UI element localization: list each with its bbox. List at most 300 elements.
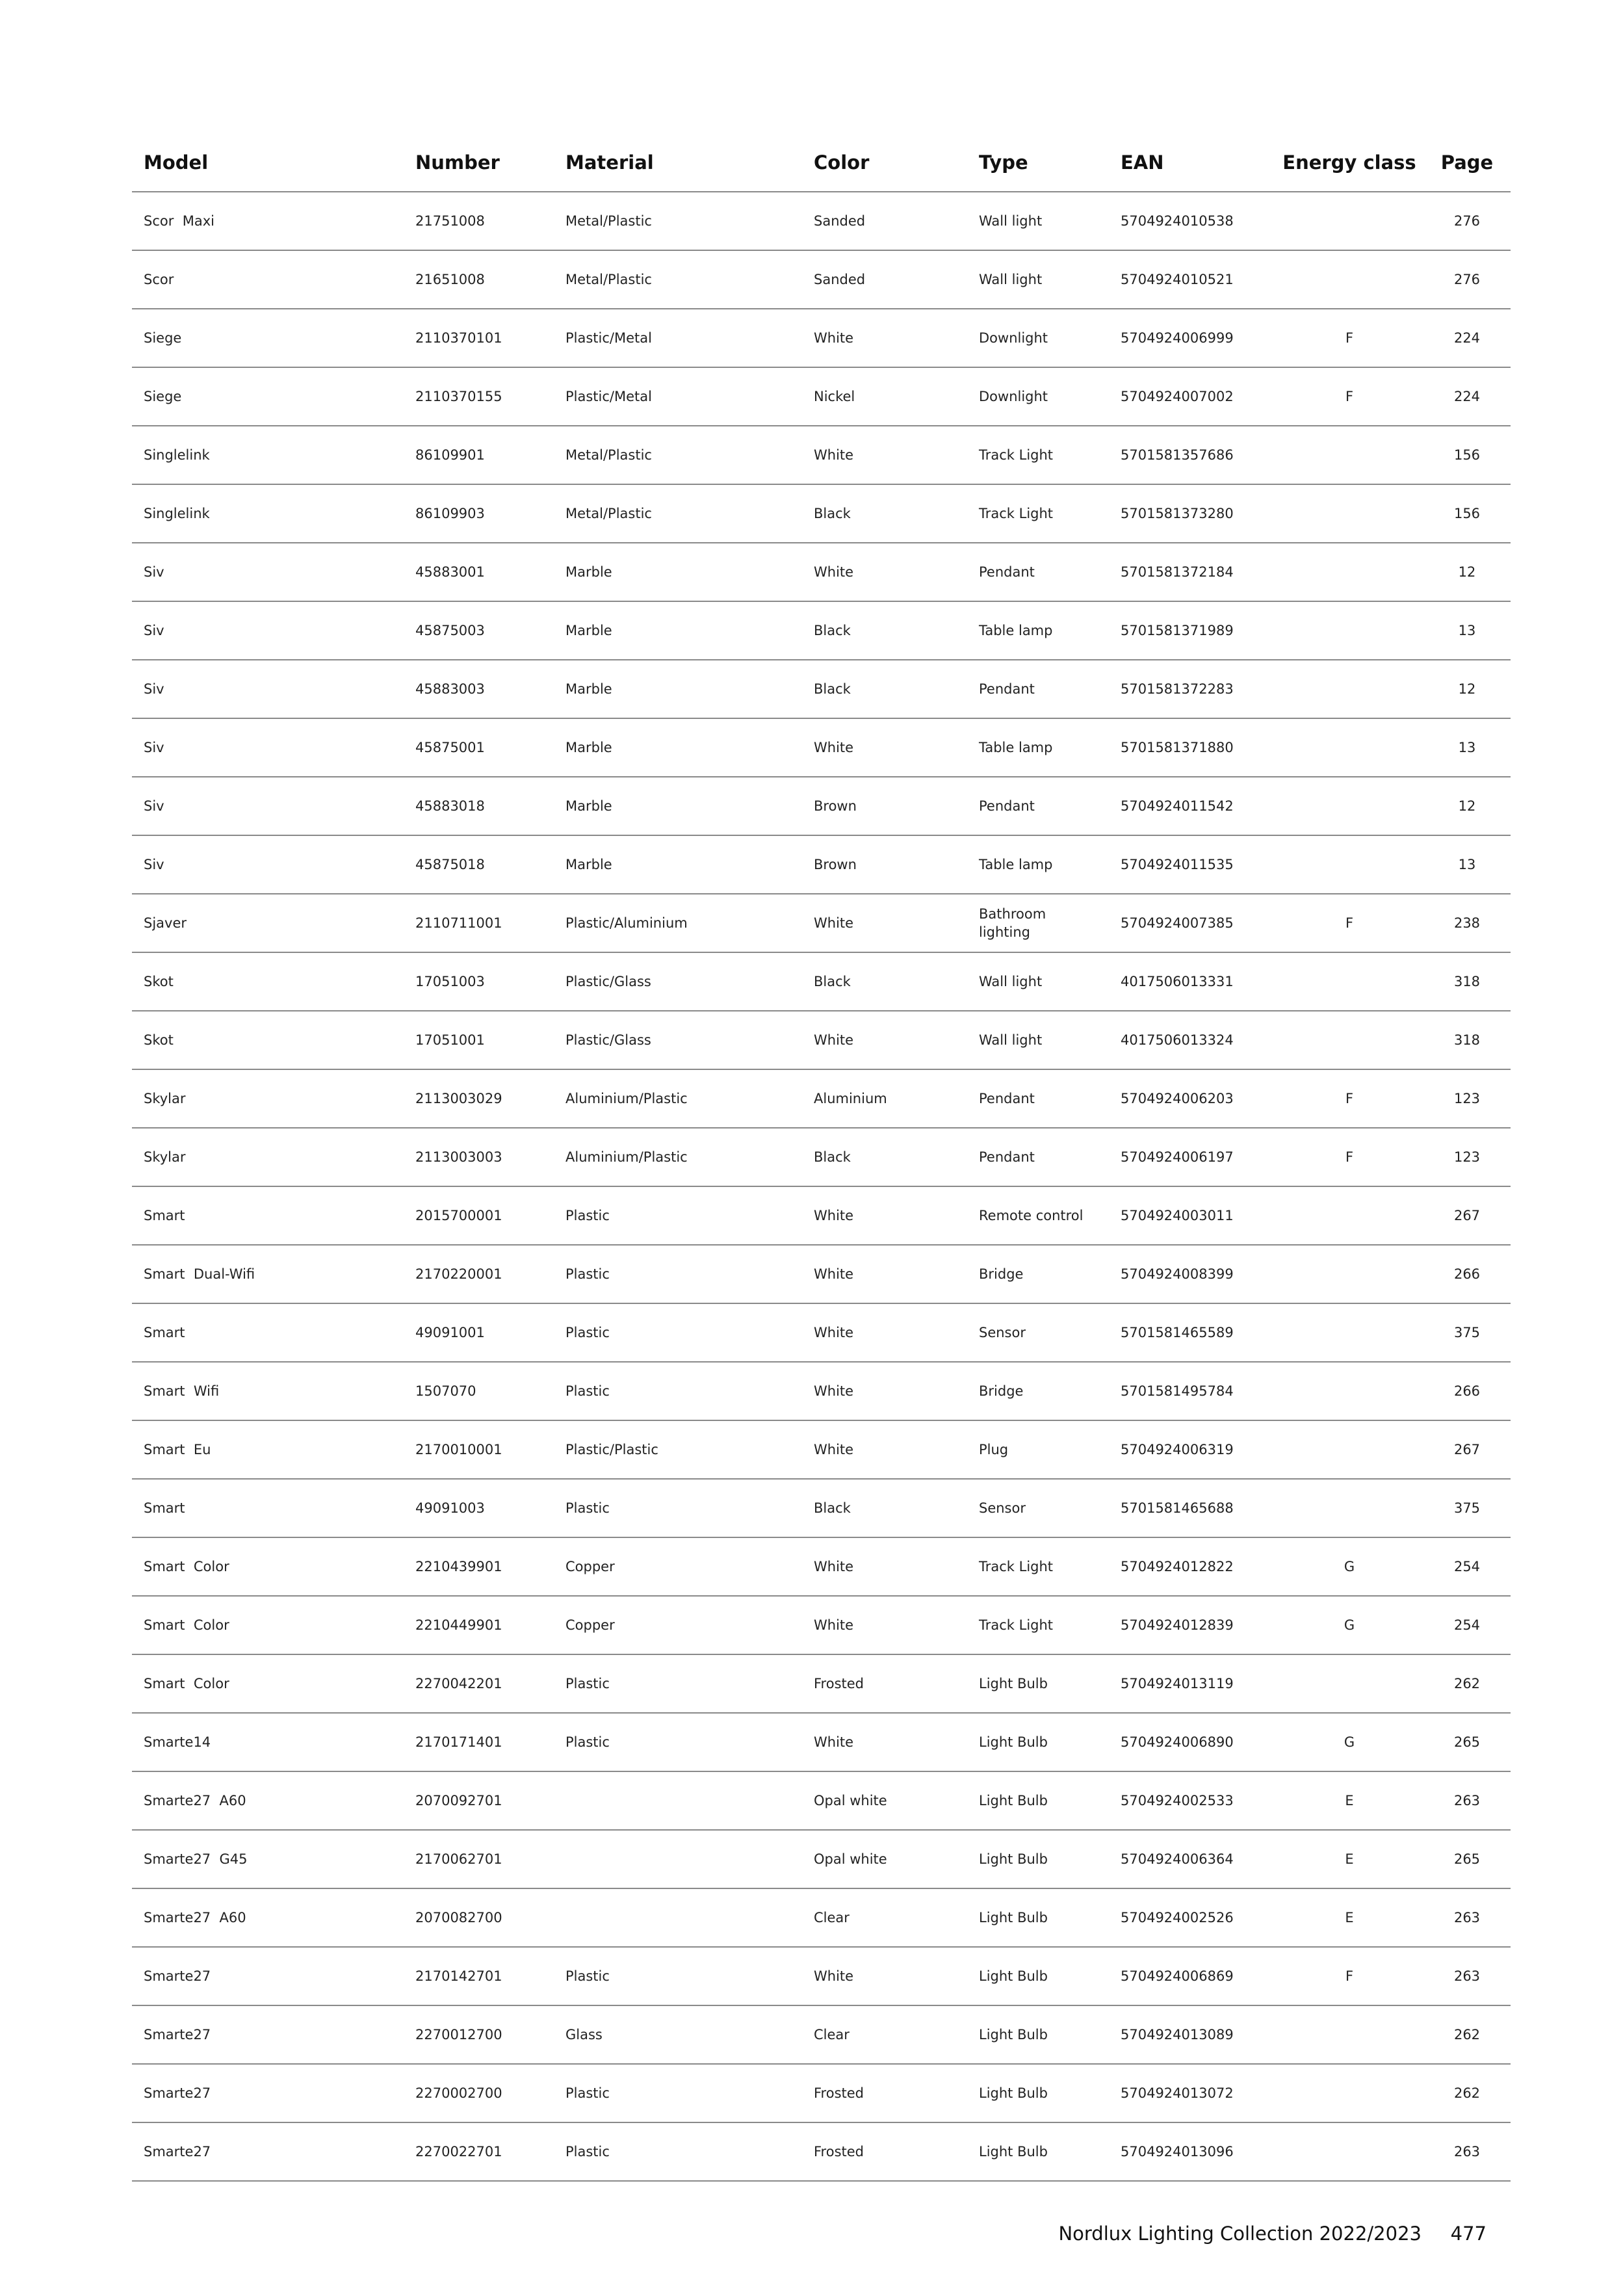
cell-material: Plastic	[554, 1186, 802, 1245]
cell-type: Track Light	[967, 1596, 1109, 1654]
cell-energy-class: F	[1275, 1947, 1423, 2005]
cell-model: Smart Wifi	[132, 1362, 404, 1420]
cell-page: 224	[1423, 309, 1511, 367]
cell-color: White	[802, 1186, 967, 1245]
cell-energy-class: G	[1275, 1537, 1423, 1596]
cell-number: 2270012700	[404, 2005, 554, 2064]
cell-type: Pendant	[967, 1069, 1109, 1128]
table-row	[132, 1947, 1511, 2005]
cell-page: 262	[1423, 1654, 1511, 1713]
table-row	[132, 1713, 1511, 1771]
cell-model: Smart Eu	[132, 1420, 404, 1479]
cell-page: 12	[1423, 543, 1511, 601]
cell-energy-class	[1275, 426, 1423, 484]
cell-color: White	[802, 1713, 967, 1771]
cell-color: White	[802, 1947, 967, 2005]
table-row	[132, 1537, 1511, 1596]
cell-energy-class	[1275, 835, 1423, 894]
cell-number: 2170062701	[404, 1830, 554, 1888]
cell-energy-class	[1275, 718, 1423, 777]
cell-color: Black	[802, 952, 967, 1011]
cell-ean: 5704924012822	[1109, 1537, 1275, 1596]
cell-page: 123	[1423, 1069, 1511, 1128]
table-row	[132, 1479, 1511, 1537]
table-row	[132, 1186, 1511, 1245]
cell-ean: 5704924011535	[1109, 835, 1275, 894]
cell-energy-class	[1275, 2005, 1423, 2064]
cell-ean: 5704924007385	[1109, 894, 1275, 952]
cell-number: 2210449901	[404, 1596, 554, 1654]
cell-type: Pendant	[967, 1128, 1109, 1186]
table-row	[132, 1303, 1511, 1362]
header-number: Number	[404, 133, 554, 192]
cell-energy-class: F	[1275, 309, 1423, 367]
cell-ean: 5701581495784	[1109, 1362, 1275, 1420]
cell-model: Smarte27	[132, 1947, 404, 2005]
cell-material: Plastic/Metal	[554, 309, 802, 367]
cell-material: Plastic/Metal	[554, 367, 802, 426]
table-row	[132, 367, 1511, 426]
cell-model: Skylar	[132, 1128, 404, 1186]
table-row	[132, 835, 1511, 894]
cell-material: Marble	[554, 777, 802, 835]
cell-number: 49091003	[404, 1479, 554, 1537]
table-body	[132, 192, 1511, 2181]
table-row	[132, 777, 1511, 835]
product-table	[132, 133, 1511, 2182]
cell-type: Bridge	[967, 1245, 1109, 1303]
cell-type: Pendant	[967, 777, 1109, 835]
cell-model: Skot	[132, 1011, 404, 1069]
cell-type: Table lamp	[967, 835, 1109, 894]
cell-material: Plastic/Glass	[554, 952, 802, 1011]
cell-material: Marble	[554, 601, 802, 660]
cell-number: 1507070	[404, 1362, 554, 1420]
cell-ean: 5704924008399	[1109, 1245, 1275, 1303]
cell-color: White	[802, 426, 967, 484]
header-model: Model	[132, 133, 404, 192]
cell-type: Light Bulb	[967, 1947, 1109, 2005]
cell-page: 265	[1423, 1830, 1511, 1888]
table-row	[132, 2005, 1511, 2064]
cell-material: Marble	[554, 543, 802, 601]
cell-material: Aluminium/Plastic	[554, 1069, 802, 1128]
cell-number: 17051001	[404, 1011, 554, 1069]
cell-ean: 5704924011542	[1109, 777, 1275, 835]
cell-energy-class	[1275, 1479, 1423, 1537]
cell-energy-class: F	[1275, 1069, 1423, 1128]
header-ean: EAN	[1109, 133, 1275, 192]
cell-number: 2070092701	[404, 1771, 554, 1830]
cell-ean: 5704924013119	[1109, 1654, 1275, 1713]
cell-ean: 5701581372184	[1109, 543, 1275, 601]
cell-type: Table lamp	[967, 718, 1109, 777]
cell-page: 266	[1423, 1245, 1511, 1303]
cell-material: Plastic	[554, 1947, 802, 2005]
cell-model: Smart	[132, 1186, 404, 1245]
cell-page: 276	[1423, 192, 1511, 250]
cell-model: Smart	[132, 1479, 404, 1537]
cell-type: Light Bulb	[967, 2005, 1109, 2064]
cell-color: White	[802, 1011, 967, 1069]
cell-ean: 5701581465589	[1109, 1303, 1275, 1362]
cell-material: Metal/Plastic	[554, 192, 802, 250]
cell-energy-class	[1275, 192, 1423, 250]
cell-type: Wall light	[967, 952, 1109, 1011]
cell-energy-class	[1275, 952, 1423, 1011]
cell-type: Wall light	[967, 192, 1109, 250]
cell-model: Smart Color	[132, 1654, 404, 1713]
cell-number: 86109901	[404, 426, 554, 484]
cell-ean: 5701581372283	[1109, 660, 1275, 718]
cell-model: Smarte27	[132, 2064, 404, 2122]
cell-model: Singlelink	[132, 484, 404, 543]
cell-model: Scor	[132, 250, 404, 309]
table-row	[132, 1069, 1511, 1128]
cell-number: 2113003029	[404, 1069, 554, 1128]
cell-page: 13	[1423, 601, 1511, 660]
cell-number: 2110370101	[404, 309, 554, 367]
cell-ean: 4017506013324	[1109, 1011, 1275, 1069]
cell-type: Sensor	[967, 1303, 1109, 1362]
cell-page: 265	[1423, 1713, 1511, 1771]
cell-model: Smarte27 A60	[132, 1771, 404, 1830]
cell-model: Siv	[132, 835, 404, 894]
cell-type: Remote control	[967, 1186, 1109, 1245]
cell-type: Bridge	[967, 1362, 1109, 1420]
cell-type: Track Light	[967, 1537, 1109, 1596]
table-row	[132, 601, 1511, 660]
table-row	[132, 2122, 1511, 2181]
cell-model: Skylar	[132, 1069, 404, 1128]
cell-material: Plastic	[554, 1245, 802, 1303]
header-energy-class: Energy class	[1275, 133, 1423, 192]
cell-color: Black	[802, 601, 967, 660]
cell-number: 2170010001	[404, 1420, 554, 1479]
footer-title: Nordlux Lighting Collection 2022/2023	[1058, 2223, 1422, 2245]
cell-color: White	[802, 309, 967, 367]
cell-type: Plug	[967, 1420, 1109, 1479]
cell-ean: 5704924013089	[1109, 2005, 1275, 2064]
cell-page: 267	[1423, 1420, 1511, 1479]
cell-color: Opal white	[802, 1771, 967, 1830]
cell-model: Smart Color	[132, 1537, 404, 1596]
cell-energy-class	[1275, 1186, 1423, 1245]
cell-page: 318	[1423, 1011, 1511, 1069]
table-header-row	[132, 133, 1511, 192]
table-row	[132, 1245, 1511, 1303]
cell-color: Brown	[802, 835, 967, 894]
cell-number: 2170142701	[404, 1947, 554, 2005]
cell-number: 86109903	[404, 484, 554, 543]
footer-page-number: 477	[1450, 2223, 1487, 2245]
cell-energy-class: F	[1275, 1128, 1423, 1186]
cell-color: Sanded	[802, 250, 967, 309]
cell-color: Black	[802, 1479, 967, 1537]
cell-type: Light Bulb	[967, 1888, 1109, 1947]
cell-material: Aluminium/Plastic	[554, 1128, 802, 1186]
cell-model: Singlelink	[132, 426, 404, 484]
cell-type: Light Bulb	[967, 1654, 1109, 1713]
cell-energy-class	[1275, 777, 1423, 835]
header-type: Type	[967, 133, 1109, 192]
cell-material: Plastic	[554, 2064, 802, 2122]
cell-material: Marble	[554, 660, 802, 718]
cell-number: 45883001	[404, 543, 554, 601]
cell-ean: 5701581373280	[1109, 484, 1275, 543]
cell-page: 318	[1423, 952, 1511, 1011]
cell-energy-class	[1275, 543, 1423, 601]
cell-color: White	[802, 1362, 967, 1420]
cell-type: Light Bulb	[967, 2122, 1109, 2181]
cell-model: Siege	[132, 367, 404, 426]
cell-ean: 5704924002533	[1109, 1771, 1275, 1830]
cell-material: Plastic	[554, 1654, 802, 1713]
cell-page: 13	[1423, 835, 1511, 894]
cell-material	[554, 1888, 802, 1947]
cell-energy-class: E	[1275, 1830, 1423, 1888]
cell-type: Downlight	[967, 367, 1109, 426]
cell-type: Track Light	[967, 426, 1109, 484]
cell-number: 45875003	[404, 601, 554, 660]
cell-color: Black	[802, 1128, 967, 1186]
cell-model: Siv	[132, 601, 404, 660]
table-row	[132, 1830, 1511, 1888]
cell-number: 2210439901	[404, 1537, 554, 1596]
cell-material: Marble	[554, 835, 802, 894]
cell-color: Frosted	[802, 1654, 967, 1713]
table-row	[132, 250, 1511, 309]
cell-type: Sensor	[967, 1479, 1109, 1537]
cell-color: White	[802, 894, 967, 952]
cell-type: Pendant	[967, 660, 1109, 718]
cell-ean: 5701581371989	[1109, 601, 1275, 660]
cell-ean: 5704924006999	[1109, 309, 1275, 367]
cell-page: 375	[1423, 1303, 1511, 1362]
cell-material: Metal/Plastic	[554, 484, 802, 543]
cell-number: 45883003	[404, 660, 554, 718]
cell-model: Smart	[132, 1303, 404, 1362]
cell-color: Black	[802, 660, 967, 718]
cell-number: 2170220001	[404, 1245, 554, 1303]
cell-energy-class: G	[1275, 1713, 1423, 1771]
cell-page: 254	[1423, 1596, 1511, 1654]
cell-ean: 5701581371880	[1109, 718, 1275, 777]
cell-number: 2170171401	[404, 1713, 554, 1771]
table-row	[132, 660, 1511, 718]
cell-number: 2113003003	[404, 1128, 554, 1186]
cell-model: Smart Color	[132, 1596, 404, 1654]
cell-ean: 5704924006197	[1109, 1128, 1275, 1186]
cell-number: 21651008	[404, 250, 554, 309]
cell-number: 49091001	[404, 1303, 554, 1362]
cell-page: 262	[1423, 2064, 1511, 2122]
cell-ean: 5704924013096	[1109, 2122, 1275, 2181]
cell-type: Wall light	[967, 1011, 1109, 1069]
cell-material: Metal/Plastic	[554, 250, 802, 309]
cell-page: 262	[1423, 2005, 1511, 2064]
cell-number: 2110711001	[404, 894, 554, 952]
cell-ean: 5704924006319	[1109, 1420, 1275, 1479]
cell-ean: 5704924006203	[1109, 1069, 1275, 1128]
cell-model: Sjaver	[132, 894, 404, 952]
cell-page: 123	[1423, 1128, 1511, 1186]
cell-energy-class	[1275, 1362, 1423, 1420]
cell-number: 2110370155	[404, 367, 554, 426]
cell-type: Pendant	[967, 543, 1109, 601]
cell-color: White	[802, 1245, 967, 1303]
cell-ean: 5704924006869	[1109, 1947, 1275, 2005]
cell-energy-class	[1275, 660, 1423, 718]
cell-number: 17051003	[404, 952, 554, 1011]
cell-color: White	[802, 718, 967, 777]
cell-energy-class	[1275, 2064, 1423, 2122]
cell-color: White	[802, 1303, 967, 1362]
cell-energy-class	[1275, 601, 1423, 660]
cell-number: 2015700001	[404, 1186, 554, 1245]
cell-page: 12	[1423, 777, 1511, 835]
cell-model: Smarte27	[132, 2122, 404, 2181]
cell-number: 45883018	[404, 777, 554, 835]
cell-page: 263	[1423, 1947, 1511, 2005]
cell-type: Light Bulb	[967, 1713, 1109, 1771]
cell-page: 263	[1423, 1771, 1511, 1830]
cell-material: Plastic/Glass	[554, 1011, 802, 1069]
cell-color: Nickel	[802, 367, 967, 426]
cell-color: Frosted	[802, 2064, 967, 2122]
cell-material: Plastic	[554, 1713, 802, 1771]
cell-model: Smarte27 A60	[132, 1888, 404, 1947]
cell-color: Black	[802, 484, 967, 543]
cell-material: Marble	[554, 718, 802, 777]
table-row	[132, 1128, 1511, 1186]
cell-ean: 5704924007002	[1109, 367, 1275, 426]
cell-material: Plastic/Aluminium	[554, 894, 802, 952]
cell-page: 156	[1423, 426, 1511, 484]
cell-color: Sanded	[802, 192, 967, 250]
cell-number: 21751008	[404, 192, 554, 250]
cell-page: 263	[1423, 1888, 1511, 1947]
cell-page: 276	[1423, 250, 1511, 309]
cell-model: Smarte27	[132, 2005, 404, 2064]
cell-material: Metal/Plastic	[554, 426, 802, 484]
table-row	[132, 718, 1511, 777]
cell-model: Smarte14	[132, 1713, 404, 1771]
cell-ean: 5704924002526	[1109, 1888, 1275, 1947]
cell-ean: 5701581357686	[1109, 426, 1275, 484]
cell-material	[554, 1771, 802, 1830]
cell-color: White	[802, 1420, 967, 1479]
cell-energy-class: F	[1275, 367, 1423, 426]
table-row	[132, 543, 1511, 601]
cell-number: 2270042201	[404, 1654, 554, 1713]
cell-material: Glass	[554, 2005, 802, 2064]
cell-energy-class	[1275, 1303, 1423, 1362]
table-row	[132, 192, 1511, 250]
cell-model: Siv	[132, 543, 404, 601]
cell-color: Clear	[802, 2005, 967, 2064]
cell-ean: 4017506013331	[1109, 952, 1275, 1011]
cell-type: Wall light	[967, 250, 1109, 309]
cell-material: Plastic	[554, 1479, 802, 1537]
table-row	[132, 1888, 1511, 1947]
page-footer	[0, 2223, 1623, 2249]
cell-material: Copper	[554, 1537, 802, 1596]
cell-number: 45875001	[404, 718, 554, 777]
table-row	[132, 2064, 1511, 2122]
cell-number: 45875018	[404, 835, 554, 894]
cell-color: White	[802, 543, 967, 601]
cell-type: Bathroom lighting	[967, 894, 1109, 952]
cell-energy-class: E	[1275, 1888, 1423, 1947]
table-row	[132, 426, 1511, 484]
cell-color: White	[802, 1537, 967, 1596]
cell-model: Siege	[132, 309, 404, 367]
cell-color: Opal white	[802, 1830, 967, 1888]
table-row	[132, 1771, 1511, 1830]
cell-energy-class: G	[1275, 1596, 1423, 1654]
header-material: Material	[554, 133, 802, 192]
cell-model: Siv	[132, 660, 404, 718]
cell-ean: 5704924003011	[1109, 1186, 1275, 1245]
cell-page: 12	[1423, 660, 1511, 718]
cell-material: Copper	[554, 1596, 802, 1654]
cell-number: 2270002700	[404, 2064, 554, 2122]
cell-type: Table lamp	[967, 601, 1109, 660]
cell-page: 156	[1423, 484, 1511, 543]
cell-page: 238	[1423, 894, 1511, 952]
cell-ean: 5704924006890	[1109, 1713, 1275, 1771]
table-row	[132, 894, 1511, 952]
cell-color: Aluminium	[802, 1069, 967, 1128]
cell-energy-class	[1275, 484, 1423, 543]
cell-material: Plastic	[554, 1303, 802, 1362]
cell-ean: 5704924010521	[1109, 250, 1275, 309]
cell-color: Brown	[802, 777, 967, 835]
cell-energy-class	[1275, 2122, 1423, 2181]
cell-page: 13	[1423, 718, 1511, 777]
cell-page: 267	[1423, 1186, 1511, 1245]
cell-model: Smarte27 G45	[132, 1830, 404, 1888]
cell-energy-class	[1275, 1420, 1423, 1479]
cell-model: Siv	[132, 777, 404, 835]
cell-material: Plastic/Plastic	[554, 1420, 802, 1479]
cell-type: Light Bulb	[967, 1771, 1109, 1830]
cell-ean: 5704924012839	[1109, 1596, 1275, 1654]
cell-color: White	[802, 1596, 967, 1654]
header-page: Page	[1423, 133, 1511, 192]
cell-ean: 5704924013072	[1109, 2064, 1275, 2122]
cell-page: 224	[1423, 367, 1511, 426]
header-color: Color	[802, 133, 967, 192]
table-row	[132, 952, 1511, 1011]
cell-page: 266	[1423, 1362, 1511, 1420]
cell-material: Plastic	[554, 1362, 802, 1420]
cell-model: Scor Maxi	[132, 192, 404, 250]
cell-color: Clear	[802, 1888, 967, 1947]
cell-model: Skot	[132, 952, 404, 1011]
cell-type: Light Bulb	[967, 1830, 1109, 1888]
cell-page: 254	[1423, 1537, 1511, 1596]
cell-ean: 5704924010538	[1109, 192, 1275, 250]
cell-color: Frosted	[802, 2122, 967, 2181]
table-row	[132, 1011, 1511, 1069]
table-row	[132, 484, 1511, 543]
table-row	[132, 1362, 1511, 1420]
cell-energy-class	[1275, 1011, 1423, 1069]
cell-page: 375	[1423, 1479, 1511, 1537]
cell-energy-class	[1275, 250, 1423, 309]
